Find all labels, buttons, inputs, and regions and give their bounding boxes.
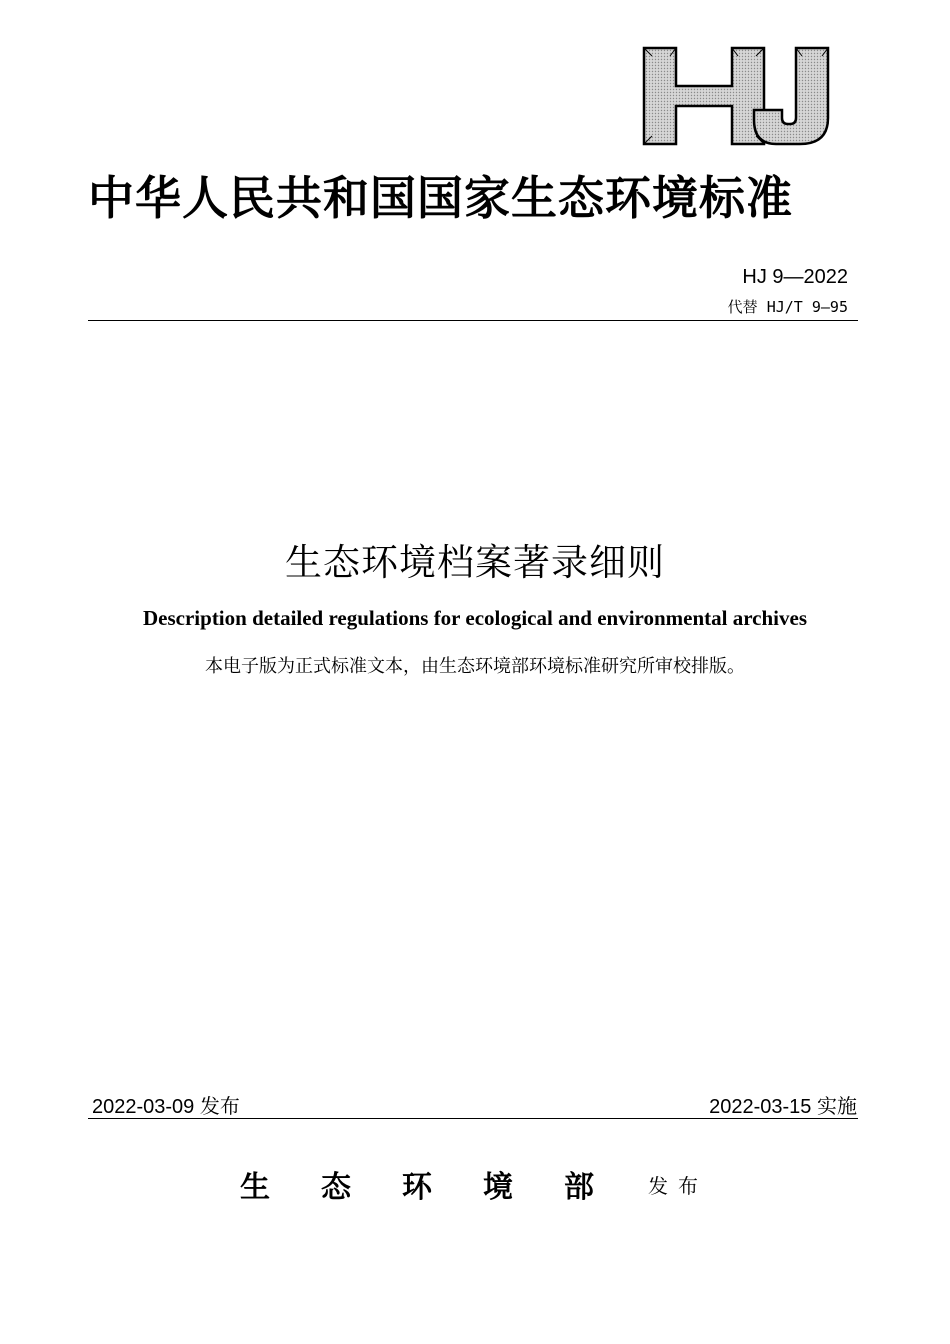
- org-title: 中华人民共和国国家生态环境标准: [88, 171, 793, 225]
- document-title-english: Description detailed regulations for ecological and environmental archives: [143, 606, 807, 630]
- electronic-edition-note: 本电子版为正式标准文本，由生态环境部环境标准研究所审校排版。: [205, 656, 745, 677]
- standard-number: HJ 9—2022: [742, 266, 848, 288]
- replaces-number: HJ/T 9—95: [766, 298, 848, 316]
- implementation-date: 2022-03-15 实施: [709, 1096, 857, 1118]
- replaces-label: 代替: [727, 298, 758, 316]
- replaces-line: [728, 296, 848, 317]
- hj-logo-lettering: [644, 48, 828, 144]
- header-divider: [88, 320, 858, 321]
- publisher-name: 生态环境部: [240, 1170, 645, 1205]
- logo-letter-h: [644, 48, 764, 144]
- footer-divider: [88, 1118, 858, 1119]
- publish-label: 发布: [648, 1174, 708, 1198]
- document-title: 生态环境档案著录细则: [285, 541, 665, 584]
- issue-date: 2022-03-09 发布: [92, 1096, 240, 1118]
- hj-logo: [636, 40, 836, 150]
